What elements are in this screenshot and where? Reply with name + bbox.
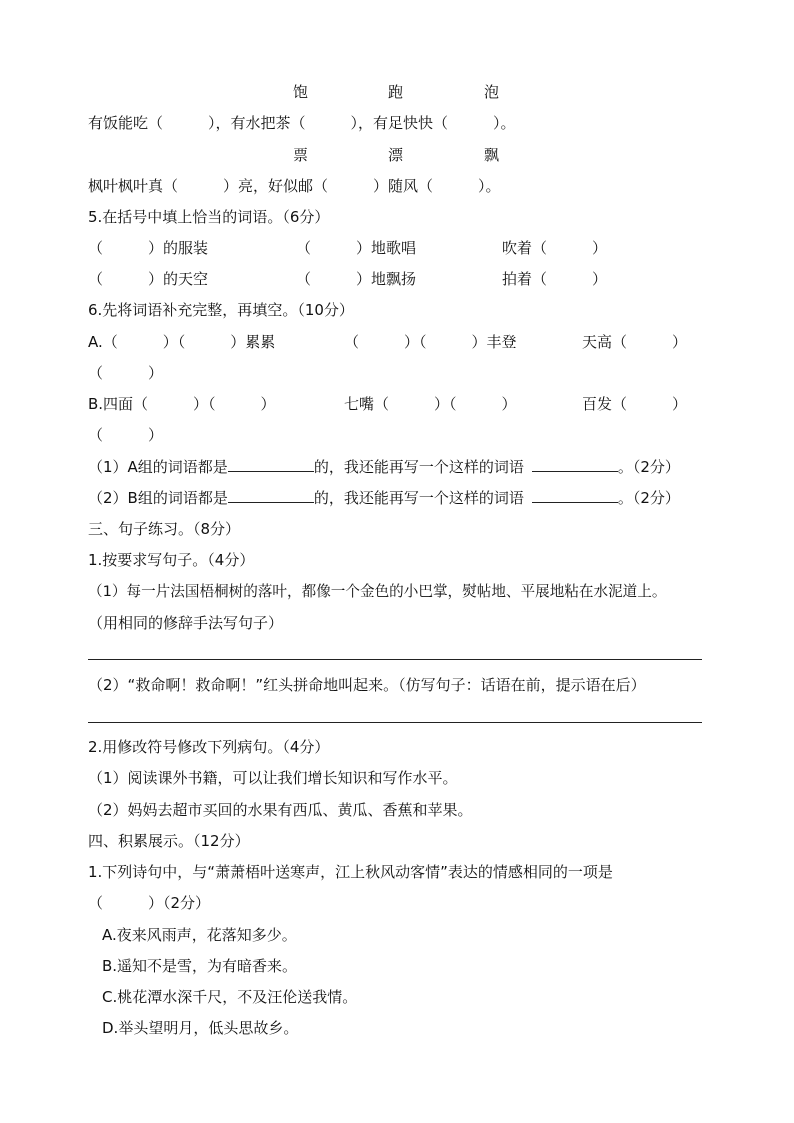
- sec3-q1-1: （1）每一片法国梧桐树的落叶，都像一个金色的小巴掌，熨帖地、平展地粘在水泥道上。: [88, 583, 667, 600]
- char-pao-run: 跑: [388, 83, 404, 101]
- sec3-q1-2: （2）“救命啊！救命啊！”红头拼命地叫起来。（仿写句子：话语在前，提示语在后）: [88, 676, 646, 694]
- char-piao-ticket: 票: [293, 146, 309, 164]
- sec3-q2: 2.用修改符号修改下列病句。（4分）: [88, 738, 330, 756]
- q5-r1-c3: 吹着（ ）: [502, 239, 608, 257]
- q6-sub-1-pre: （1）A组的词语都是: [88, 458, 228, 476]
- sec4-title: 四、积累展示。（12分）: [88, 832, 250, 850]
- q6-sub-1-blank-a[interactable]: [228, 457, 314, 472]
- q6-sub-1: [88, 457, 680, 477]
- sec3-q2-1: （1）阅读课外书籍，可以让我们增长知识和写作水平。: [88, 769, 458, 787]
- q6-sub-2-mid: 的，我还能再写一个这样的词语: [313, 489, 524, 507]
- sec3-title: 三、句子练习。（8分）: [88, 520, 241, 538]
- option-b[interactable]: B.遥知不是雪，为有暗香来。: [102, 957, 298, 975]
- q5-r2-c2: （ ）地飘扬: [296, 270, 417, 288]
- char-piao-float: 飘: [484, 146, 500, 164]
- char-piao-pretty: 漂: [388, 146, 404, 164]
- answer-line-1[interactable]: [88, 659, 702, 660]
- sec4-q1: 1.下列诗句中，与“萧萧梧叶送寒声，江上秋风动客情”表达的情感相同的一项是: [88, 863, 613, 881]
- sec4-q1-answer: （ ）（2分）: [88, 894, 211, 912]
- q6-sub-2-blank-a[interactable]: [228, 488, 314, 503]
- char-bao: 饱: [293, 83, 309, 101]
- q5-r2-c1: （ ）的天空: [88, 270, 209, 288]
- q6-sub-2-pre: （2）B组的词语都是: [88, 489, 228, 507]
- q6-a-wrap: （ ）: [88, 364, 164, 382]
- sec3-q1: 1.按要求写句子。（4分）: [88, 551, 255, 569]
- q6-sub-1-blank-b[interactable]: [532, 457, 618, 472]
- q5-r2-c3: 拍着（ ）: [502, 270, 608, 288]
- q6-b-mid: 七嘴（ ）（ ）: [344, 395, 517, 413]
- q6-sub-2-post: 。（2分）: [617, 489, 680, 507]
- q6-a-left: A.（ ）（ ）累累: [88, 333, 276, 351]
- sec3-q1-1-instr: （用相同的修辞手法写句子）: [88, 614, 284, 632]
- q5-r1-c2: （ ）地歌唱: [296, 239, 417, 257]
- q6-sub-1-mid: 的，我还能再写一个这样的词语: [313, 458, 524, 476]
- q6-a-right: 天高（ ）: [582, 333, 688, 351]
- q5-r1-c1: （ ）的服装: [88, 239, 209, 257]
- answer-line-2[interactable]: [88, 722, 702, 723]
- char-pao-bubble: 泡: [484, 83, 500, 101]
- sec3-q2-2: （2）妈妈去超市买回的水果有西瓜、黄瓜、香蕉和苹果。: [88, 801, 473, 819]
- q6-sub-1-post: 。（2分）: [617, 458, 680, 476]
- q6-a-mid: （ ）（ ）丰登: [344, 333, 517, 351]
- q5-title: 5.在括号中填上恰当的词语。（6分）: [88, 208, 330, 226]
- q6-b-left: B.四面（ ）（ ）: [88, 395, 276, 413]
- q6-sub-2-blank-b[interactable]: [532, 488, 618, 503]
- q6-sub-2: [88, 488, 680, 508]
- q6-b-right: 百发（ ）: [582, 395, 688, 413]
- option-a[interactable]: A.夜来风雨声，花落知多少。: [102, 926, 297, 944]
- q6-title: 6.先将词语补充完整，再填空。（10分）: [88, 301, 354, 319]
- option-d[interactable]: D.举头望明月，低头思故乡。: [102, 1019, 299, 1037]
- q4-line-1: 有饭能吃（ ），有水把茶（ ），有足快快（ ）。: [88, 114, 516, 132]
- q4-line-2: 枫叶枫叶真（ ）亮，好似邮（ ）随风（ ）。: [88, 177, 501, 195]
- option-c[interactable]: C.桃花潭水深千尺，不及汪伦送我情。: [102, 988, 358, 1006]
- q6-b-wrap: （ ）: [88, 426, 164, 444]
